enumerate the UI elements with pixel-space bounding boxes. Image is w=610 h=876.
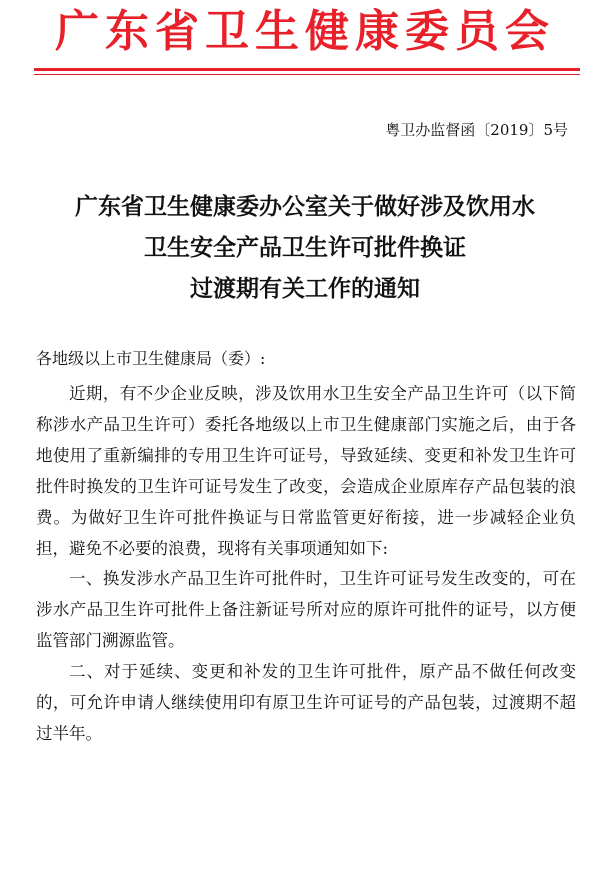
letterhead-red-rule-thin: [34, 74, 580, 75]
letterhead-red-rule: [34, 68, 580, 71]
document-body: [36, 379, 576, 750]
title-line: 卫生安全产品卫生许可批件换证: [144, 235, 466, 261]
document-title: [20, 187, 590, 310]
body-paragraph: 近期，有不少企业反映，涉及饮用水卫生安全产品卫生许可（以下简称涉水产品卫生许可）委托各地级以上市卫生健康部门实施之后，由于各地使用了重新编排的专用卫生许可证号，导致延续、变更和补发卫生许可批件时换发的卫生许可证号发生了改变，会造成企业原库存产品包装的浪费。为做好卫生许可批件换证与日常监管更好衔接，进一步减轻企业负担，避免不必要的浪费，现将有关事项通知如下:: [36, 384, 576, 558]
title-line: 广东省卫生健康委办公室关于做好涉及饮用水: [75, 194, 535, 220]
document-number: 粤卫办监督函〔2019〕5号: [385, 121, 568, 139]
body-paragraph: 二、对于延续、变更和补发的卫生许可批件，原产品不做任何改变的，可允许申请人继续使用印有原卫生许可证号的产品包装，过渡期不超过半年。: [36, 662, 576, 743]
title-line: 过渡期有关工作的通知: [190, 276, 420, 302]
body-paragraph: 一、换发涉水产品卫生许可批件时，卫生许可证号发生改变的，可在涉水产品卫生许可批件上备注新证号所对应的原许可批件的证号，以方便监管部门溯源监管。: [36, 569, 576, 651]
salutation: 各地级以上市卫生健康局（委）:: [36, 349, 266, 368]
letterhead-org-name: 广东省卫生健康委员会: [55, 6, 555, 57]
